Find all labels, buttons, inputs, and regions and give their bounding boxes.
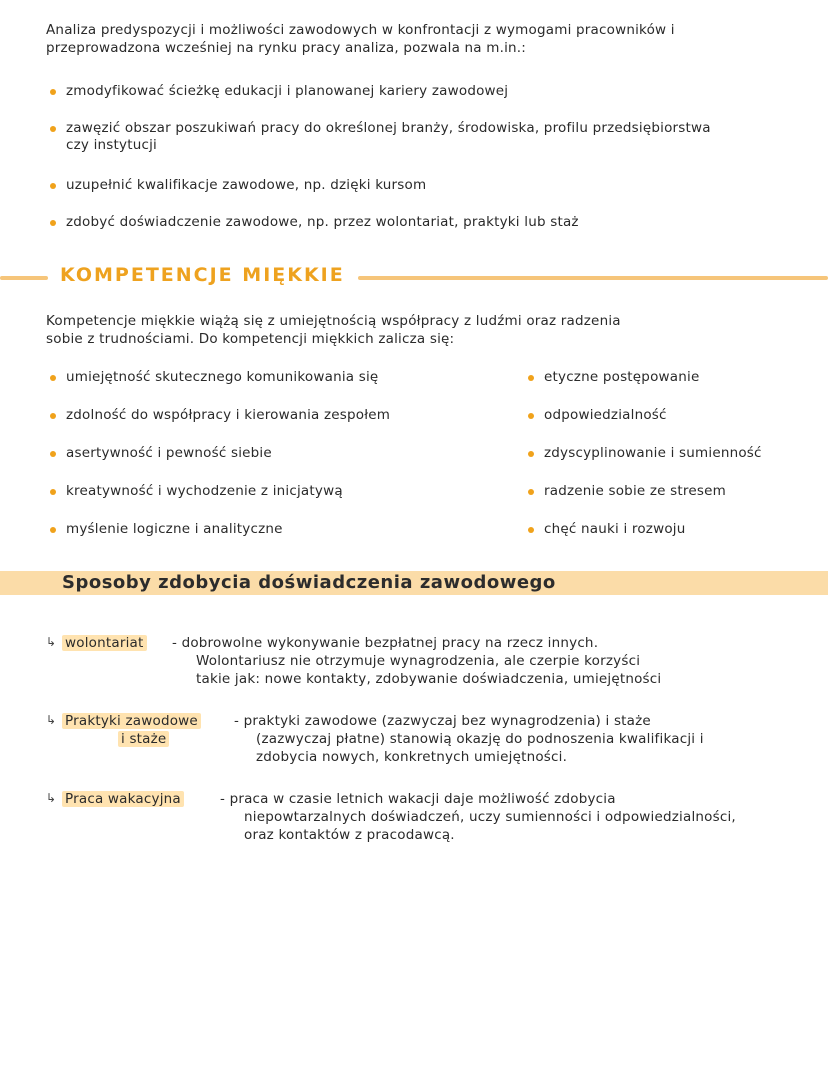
dot-icon: [528, 413, 534, 419]
experience-desc-3-line-2: niepowtarzalnych doświadczeń, uczy sumienności i odpowiedzialności,: [244, 809, 736, 825]
dot-icon: [50, 220, 56, 226]
soft-skill-left-4: kreatywność i wychodzenie z inicjatywą: [66, 483, 343, 499]
soft-skill-left-3: asertywność i pewność siebie: [66, 445, 272, 461]
soft-skill-right-2: odpowiedzialność: [544, 407, 667, 423]
intro-line-2: przeprowadzona wcześniej na rynku pracy analiza, pozwala na m.in.:: [46, 40, 527, 56]
experience-term-1: [62, 635, 147, 652]
dot-icon: [528, 527, 534, 533]
soft-skill-left-2: zdolność do współpracy i kierowania zespołem: [66, 407, 391, 423]
experience-term-2-cont: [118, 731, 169, 748]
dot-icon: [50, 89, 56, 95]
dot-icon: [50, 126, 56, 132]
soft-skills-intro-2: sobie z trudnościami. Do kompetencji miękkich zalicza się:: [46, 331, 455, 347]
soft-skill-right-4: radzenie sobie ze stresem: [544, 483, 726, 499]
dot-icon: [50, 413, 56, 419]
experience-desc-2-line-1: - praktyki zawodowe (zazwyczaj bez wynagrodzenia) i staże: [234, 713, 651, 729]
experience-desc-2-line-2: (zazwyczaj płatne) stanowią okazję do podnoszenia kwalifikacji i: [256, 731, 704, 747]
intro-bullet-3: uzupełnić kwalifikacje zawodowe, np. dzięki kursom: [66, 177, 427, 193]
arrow-return-icon: ↳: [46, 635, 57, 649]
experience-desc-3-line-3: oraz kontaktów z pracodawcą.: [244, 827, 455, 843]
experience-desc-1-line-2: Wolontariusz nie otrzymuje wynagrodzenia, ale czerpie korzyści: [196, 653, 641, 669]
soft-skill-right-1: etyczne postępowanie: [544, 369, 700, 385]
soft-skill-left-5: myślenie logiczne i analityczne: [66, 521, 283, 537]
experience-term-1-label: wolontariat: [62, 635, 147, 651]
arrow-return-icon: ↳: [46, 791, 57, 805]
dot-icon: [50, 183, 56, 189]
dot-icon: [50, 527, 56, 533]
dot-icon: [528, 451, 534, 457]
experience-desc-1-line-3: takie jak: nowe kontakty, zdobywanie doświadczenia, umiejętności: [196, 671, 662, 687]
heading-rule-left: [0, 276, 48, 280]
intro-bullet-1: zmodyfikować ścieżkę edukacji i planowanej kariery zawodowej: [66, 83, 509, 99]
soft-skills-intro-1: Kompetencje miękkie wiążą się z umiejętnością współpracy z ludźmi oraz radzenia: [46, 313, 621, 329]
dot-icon: [50, 375, 56, 381]
soft-skill-right-5: chęć nauki i rozwoju: [544, 521, 686, 537]
intro-bullet-4: zdobyć doświadczenie zawodowe, np. przez wolontariat, praktyki lub staż: [66, 214, 579, 230]
experience-desc-3-line-1: - praca w czasie letnich wakacji daje możliwość zdobycia: [220, 791, 616, 807]
experience-heading: Sposoby zdobycia doświadczenia zawodowego: [62, 572, 556, 593]
experience-term-3-label: Praca wakacyjna: [62, 791, 184, 807]
soft-skill-right-3: zdyscyplinowanie i sumienność: [544, 445, 762, 461]
heading-rule-right: [358, 276, 828, 280]
soft-skill-left-1: umiejętność skutecznego komunikowania się: [66, 369, 379, 385]
intro-bullet-2: zawęzić obszar poszukiwań pracy do określonej branży, środowiska, profilu przedsiębiorstwa: [66, 120, 711, 136]
experience-desc-1-line-1: - dobrowolne wykonywanie bezpłatnej pracy na rzecz innych.: [172, 635, 599, 651]
dot-icon: [50, 451, 56, 457]
soft-skills-heading: KOMPETENCJE MIĘKKIE: [60, 264, 345, 286]
experience-term-3: [62, 791, 184, 808]
experience-term-2-cont-label: i staże: [118, 731, 169, 747]
dot-icon: [528, 489, 534, 495]
intro-bullet-2-cont: czy instytucji: [66, 137, 157, 153]
arrow-return-icon: ↳: [46, 713, 57, 727]
experience-term-2-label: Praktyki zawodowe: [62, 713, 201, 729]
intro-line-1: Analiza predyspozycji i możliwości zawodowych w konfrontacji z wymogami pracowników i: [46, 22, 675, 38]
experience-desc-2-line-3: zdobycia nowych, konkretnych umiejętności.: [256, 749, 568, 765]
dot-icon: [50, 489, 56, 495]
dot-icon: [528, 375, 534, 381]
experience-term-2: [62, 713, 201, 730]
